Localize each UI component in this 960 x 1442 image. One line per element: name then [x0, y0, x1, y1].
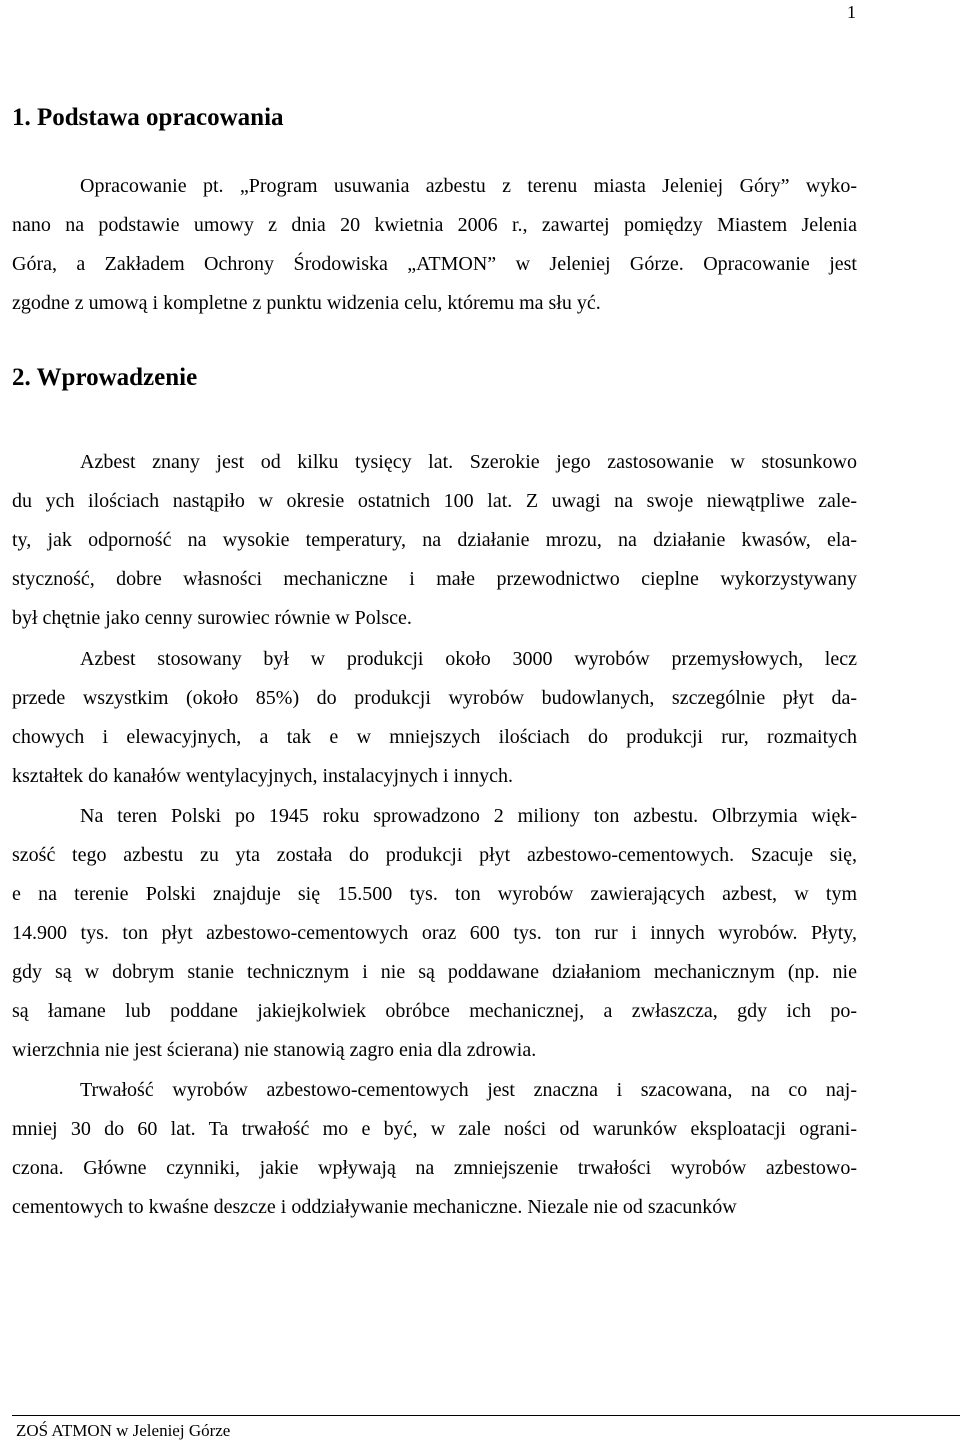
paragraph-line: Na teren Polski po 1945 roku sprowadzono 2 miliony ton azbestu. Olbrzymia więk- — [80, 805, 857, 827]
paragraph-line: styczność, dobre własności mechaniczne i małe przewodnictwo cieplne wykorzystywany — [12, 568, 857, 590]
paragraph-line: e na terenie Polski znajduje się 15.500 tys. ton wyrobów zawierających azbest, w tym — [12, 883, 857, 905]
paragraph-line: Góra, a Zakładem Ochrony Środowiska „ATMON” w Jeleniej Górze. Opracowanie jest — [12, 253, 857, 275]
paragraph-line: 14.900 tys. ton płyt azbestowo-cementowych oraz 600 tys. ton rur i innych wyrobów. Płyty, — [12, 922, 857, 944]
paragraph-line: szość tego azbestu zu yta została do produkcji płyt azbestowo-cementowych. Szacuje się, — [12, 844, 857, 866]
paragraph-line: wierzchnia nie jest ścierana) nie stanowią zagro enia dla zdrowia. — [12, 1039, 537, 1061]
footer-rule — [12, 1415, 960, 1416]
paragraph-line: Opracowanie pt. „Program usuwania azbestu z terenu miasta Jeleniej Góry” wyko- — [80, 175, 857, 197]
paragraph-line: Azbest znany jest od kilku tysięcy lat. Szerokie jego zastosowanie w stosunkowo — [80, 451, 857, 473]
paragraph-line: czona. Główne czynniki, jakie wpływają na zmniejszenie trwałości wyrobów azbestowo- — [12, 1157, 857, 1179]
paragraph-line: Trwałość wyrobów azbestowo-cementowych jest znaczna i szacowana, na co naj- — [80, 1079, 857, 1101]
paragraph-line: du ych ilościach nastąpiło w okresie ostatnich 100 lat. Z uwagi na swoje niewątpliwe zale- — [12, 490, 857, 512]
paragraph-line: chowych i elewacyjnych, a tak e w mniejszych ilościach do produkcji rur, rozmaitych — [12, 726, 857, 748]
section-heading-1: 1. Podstawa opracowania — [12, 104, 284, 131]
footer-text: ZOŚ ATMON w Jeleniej Górze — [16, 1421, 231, 1440]
page-number: 1 — [847, 2, 856, 22]
section-heading-2: 2. Wprowadzenie — [12, 364, 198, 391]
paragraph-line: zgodne z umową i kompletne z punktu widzenia celu, któremu ma słu yć. — [12, 292, 601, 314]
paragraph-line: był chętnie jako cenny surowiec równie w Polsce. — [12, 607, 412, 629]
paragraph-line: są łamane lub poddane jakiejkolwiek obróbce mechanicznej, a zwłaszcza, gdy ich po- — [12, 1000, 857, 1022]
paragraph-line: nano na podstawie umowy z dnia 20 kwietnia 2006 r., zawartej pomiędzy Miastem Jelenia — [12, 214, 857, 236]
paragraph-line: ty, jak odporność na wysokie temperatury, na działanie mrozu, na działanie kwasów, ela- — [12, 529, 857, 551]
paragraph-line: mniej 30 do 60 lat. Ta trwałość mo e być, w zale ności od warunków eksploatacji ograni- — [12, 1118, 857, 1140]
paragraph-line: gdy są w dobrym stanie technicznym i nie są poddawane działaniom mechanicznym (np. nie — [12, 961, 857, 983]
paragraph-line: kształtek do kanałów wentylacyjnych, instalacyjnych i innych. — [12, 765, 513, 787]
paragraph-line: cementowych to kwaśne deszcze i oddziaływanie mechaniczne. Niezale nie od szacunków — [12, 1196, 737, 1218]
paragraph-line: przede wszystkim (około 85%) do produkcji wyrobów budowlanych, szczególnie płyt da- — [12, 687, 857, 709]
paragraph-line: Azbest stosowany był w produkcji około 3000 wyrobów przemysłowych, lecz — [80, 648, 857, 670]
